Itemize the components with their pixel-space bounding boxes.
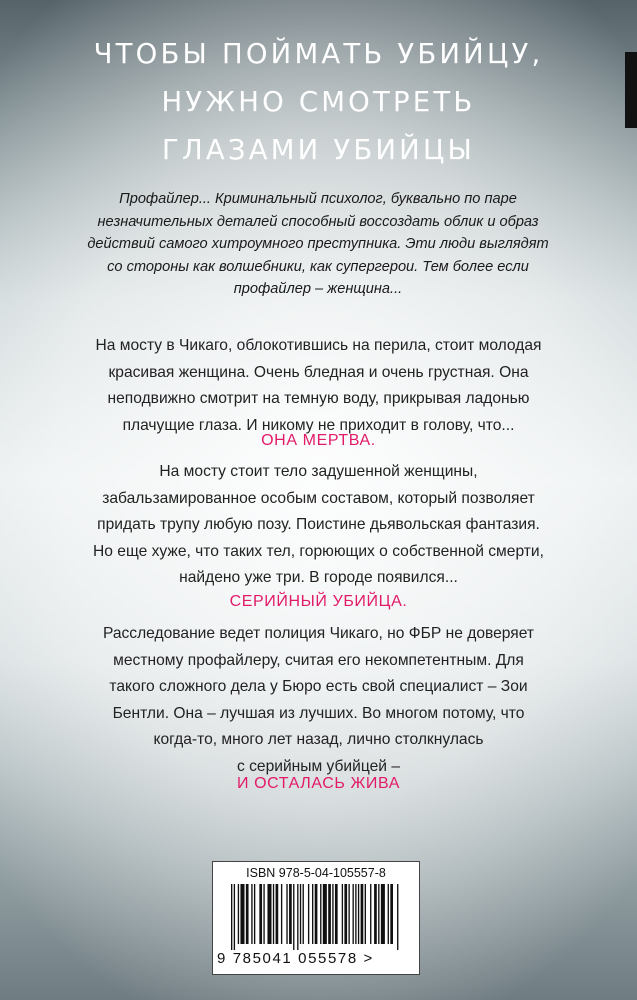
barcode-bar (293, 884, 294, 950)
barcode-bar (374, 884, 377, 944)
paragraph-line: Но еще хуже, что таких тел, горюющих о собственной смерти, (93, 542, 544, 560)
paragraph-line: придать трупу любую позу. Поистине дьявольская фантазия. (97, 516, 540, 534)
barcode-bars (231, 884, 401, 950)
barcode-bar (259, 884, 262, 944)
barcode-bar (390, 884, 393, 944)
intro-line: Профайлер... Криминальный психолог, буквально по паре (119, 191, 517, 207)
paragraph-line: такого сложного дела у Бюро есть свой специалист – Зои (109, 678, 528, 696)
accent-heading-3: И ОСТАЛАСЬ ЖИВА (236, 775, 401, 792)
paragraph-line: Расследование ведет полиция Чикаго, но ФБР не доверяет (102, 625, 535, 642)
barcode-bar (238, 884, 239, 944)
intro-paragraph (58, 188, 578, 301)
paragraph-line: с серийным убийцей – (236, 757, 401, 775)
paragraph-line: красивая женщина. Очень бледная и очень грустная. Она (108, 363, 529, 381)
headline-line: ЧТОБЫ ПОЙМАТЬ УБИЙЦУ, (93, 38, 544, 70)
barcode-bar (323, 884, 327, 944)
barcode-bar (378, 884, 379, 944)
barcode-bar (234, 884, 235, 950)
barcode-bar (370, 884, 371, 944)
headline-line: ГЛАЗАМИ УБИЙЦЫ (162, 134, 475, 166)
barcode-bar (397, 884, 398, 950)
barcode-bar (303, 884, 304, 944)
story-paragraph-3 (0, 621, 637, 781)
intro-line: действий самого хитроумного преступника. Эти люди выглядят (87, 236, 549, 253)
barcode-bar (308, 884, 309, 944)
paragraph-line: Бентли. Она – лучшая из лучших. Во многом потому, что (112, 704, 525, 722)
barcode-bar (335, 884, 338, 944)
barcode-bar (358, 884, 359, 944)
barcode-bar (365, 884, 366, 944)
story-paragraph-2 (0, 459, 637, 592)
barcode-bar (312, 884, 313, 944)
accent-heading-1: ОНА МЕРТВА. (261, 432, 376, 449)
barcode-bar (388, 884, 389, 944)
barcode-bar (254, 884, 255, 944)
story-paragraph-1 (0, 333, 637, 439)
paragraph-line: местному профайлеру, считая его некомпетентным. Для (113, 651, 524, 669)
accent-heading-2: СЕРИЙНЫЙ УБИЙЦА. (229, 593, 408, 610)
barcode-bar (289, 884, 292, 944)
barcode-bar (381, 884, 385, 944)
barcode-bar (273, 884, 274, 944)
isbn-number: ISBN 978-5-04-105557-8 (246, 866, 386, 880)
paragraph-line: плачущие глаза. И никому не приходит в голову, что... (122, 416, 515, 434)
headline (0, 30, 637, 174)
paragraph-line: забальзамированное особым составом, который позволяет (102, 489, 535, 507)
barcode-bar (281, 884, 282, 944)
barcode-bar (332, 884, 333, 944)
barcode-bar (286, 884, 287, 944)
headline-line: НУЖНО СМОТРЕТЬ (161, 86, 476, 118)
barcode-bar (361, 884, 364, 944)
intro-line: незначительных деталей способный воссоздать облик и образ (97, 213, 539, 230)
barcode-bar (251, 884, 252, 944)
barcode-bar (315, 884, 318, 944)
paragraph-line: когда-то, много лет назад, лично столкнулась (153, 731, 484, 749)
barcode-bar (231, 884, 232, 950)
barcode-bar (276, 884, 279, 944)
barcode-bar (342, 884, 343, 944)
barcode-bar (348, 884, 349, 944)
barcode-bar (297, 884, 298, 950)
intro-line: профайлер – женщина... (233, 281, 403, 298)
barcode-bar (263, 884, 264, 944)
barcode-bar (353, 884, 354, 944)
intro-line: со стороны как волшебники, как супергерои. Тем более если (107, 258, 529, 275)
barcode-bar (240, 884, 244, 944)
barcode-bar (246, 884, 249, 944)
paragraph-line: неподвижно смотрит на темную воду, прикрывая ладонью (107, 390, 530, 408)
barcode-bar (300, 884, 301, 944)
paragraph-line: На мосту стоит тело задушенной женщины, (159, 463, 478, 480)
barcode-bar (267, 884, 271, 944)
paragraph-line: На мосту в Чикаго, облокотившись на перила, стоит молодая (95, 337, 542, 354)
barcode-digits: 9 785041 055578 > (217, 950, 374, 967)
barcode-bar (320, 884, 321, 944)
isbn-barcode (212, 861, 420, 975)
barcode-bar (328, 884, 331, 944)
paragraph-line: найдено уже три. В городе появился... (179, 569, 458, 587)
barcode-bar (355, 884, 356, 944)
barcode-bar (344, 884, 347, 944)
